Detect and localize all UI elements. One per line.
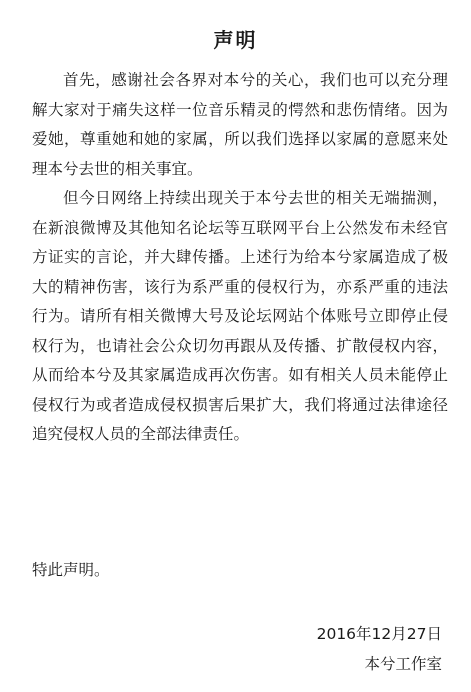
statement-date: 2016年12月27日 [316,625,442,643]
document-body [32,66,448,450]
document-title: 声明 [213,28,258,52]
paragraph-2: 但今日网络上持续出现关于本兮去世的相关无端揣测，在新浪微博及其他知名论坛等互联网平台上公然发布未经官方证实的言论，并大肆传播。上述行为给本兮家属造成了极大的精神伤害，该行为系严重的侵权行为，亦系严重的违法行为。请所有相关微博大号及论坛网站个体账号立即停止侵权行为，也请社会公众切勿再跟从及传播、扩散侵权内容，从而给本兮及其家属造成再次伤害。如有相关人员未能停止侵权行为或者造成侵权损害后果扩大，我们将通过法律途径追究侵权人员的全部法律责任。 [32,189,448,443]
paragraph-1: 首先，感谢社会各界对本兮的关心，我们也可以充分理解大家对于痛失这样一位音乐精灵的愕然和悲伤情绪。因为爱她，尊重她和她的家属，所以我们选择以家属的意愿来处理本兮去世的相关事宜。 [32,71,448,178]
closing-line: 特此声明。 [32,561,110,579]
statement-signature: 本兮工作室 [364,655,442,673]
